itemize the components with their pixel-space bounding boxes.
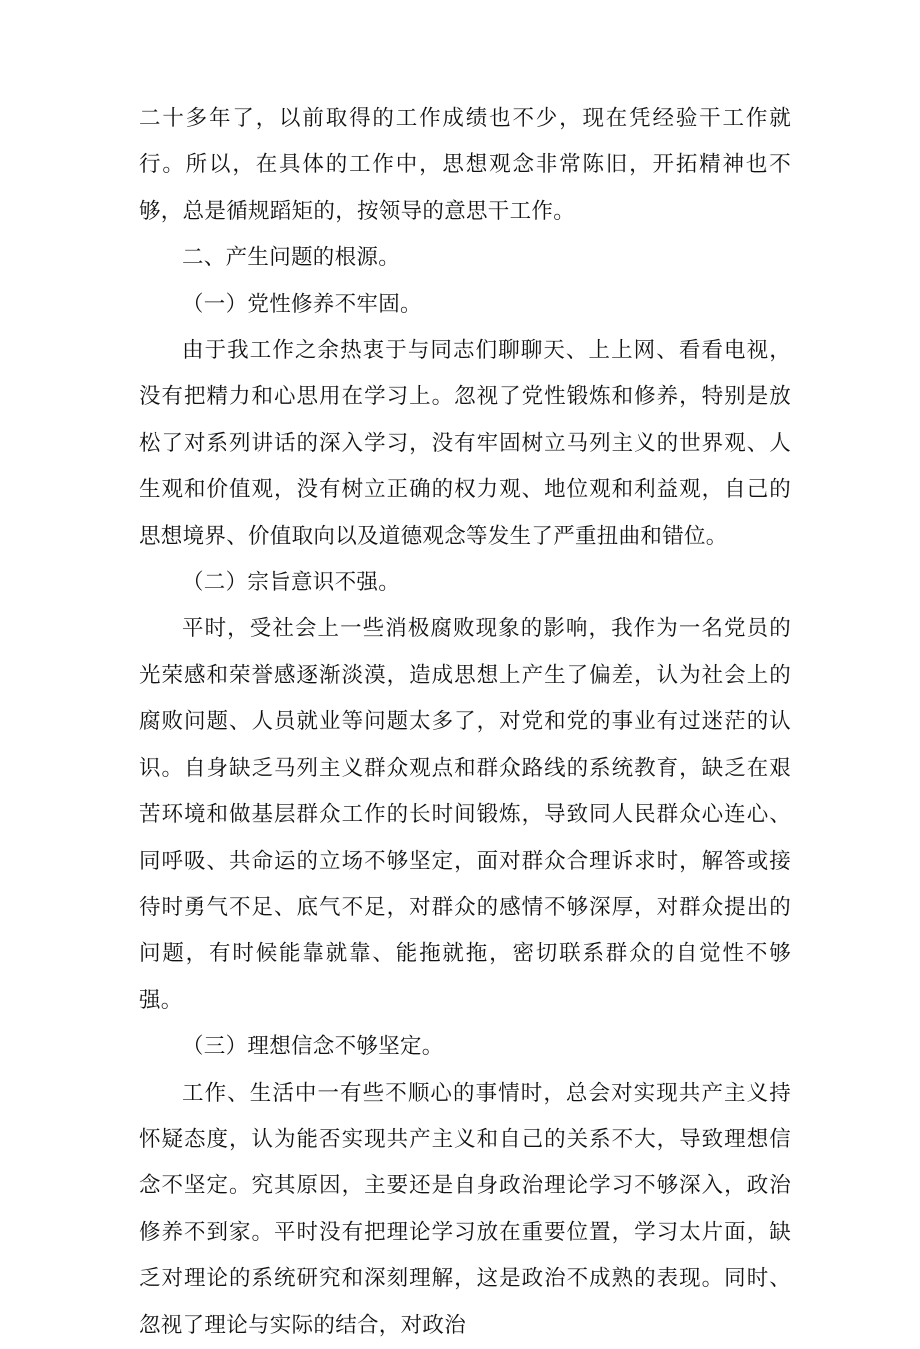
paragraph-party-spirit: 由于我工作之余热衷于与同志们聊聊天、上上网、看看电视，没有把精力和心思用在学习上。忽视了党性锻炼和修养，特别是放松了对系列讲话的深入学习，没有牢固树立马列主义的世界观、人生观和价值观，没有树立正确的权力观、地位观和利益观，自己的思想境界、价值取向以及道德观念等发生了严重扭曲和错位。 xyxy=(139,338,791,549)
section-heading-root-causes: 二、产生问题的根源。 xyxy=(182,245,401,271)
paragraph-ideals-beliefs: 工作、生活中一有些不顺心的事情时，总会对实现共产主义持怀疑态度，认为能否实现共产主义和自己的关系不大，导致理想信念不坚定。究其原因，主要还是自身政治理论学习不够深入，政治修养不到家。平时没有把理论学习放在重要位置，学习太片面，缺乏对理论的系统研究和深刻理解，这是政治不成熟的表现。同时、忽视了理论与实际的结合，对政治 xyxy=(139,1080,791,1338)
paragraph-purpose-awareness: 平时，受社会上一些消极腐败现象的影响，我作为一名党员的光荣感和荣誉感逐渐淡漠，造成思想上产生了偏差，认为社会上的腐败问题、人员就业等问题太多了，对党和党的事业有过迷茫的认识。自身缺乏马列主义群众观点和群众路线的系统教育，缺乏在艰苦环境和做基层群众工作的长时间锻炼，导致同人民群众心连心、同呼吸、共命运的立场不够坚定，面对群众合理诉求时，解答或接待时勇气不足、底气不足，对群众的感情不够深厚，对群众提出的问题，有时候能靠就靠、能拖就拖，密切联系群众的自觉性不够强。 xyxy=(139,616,791,1013)
paragraph-continuation: 二十多年了，以前取得的工作成绩也不少，现在凭经验干工作就行。所以，在具体的工作中，思想观念非常陈旧，开拓精神也不够，总是循规蹈矩的，按领导的意思干工作。 xyxy=(139,106,791,224)
subheading-purpose-awareness: （二）宗旨意识不强。 xyxy=(182,570,401,596)
document-body xyxy=(139,96,791,1349)
subheading-ideals-beliefs: （三）理想信念不够坚定。 xyxy=(182,1034,444,1060)
subheading-party-spirit: （一）党性修养不牢固。 xyxy=(182,291,422,317)
